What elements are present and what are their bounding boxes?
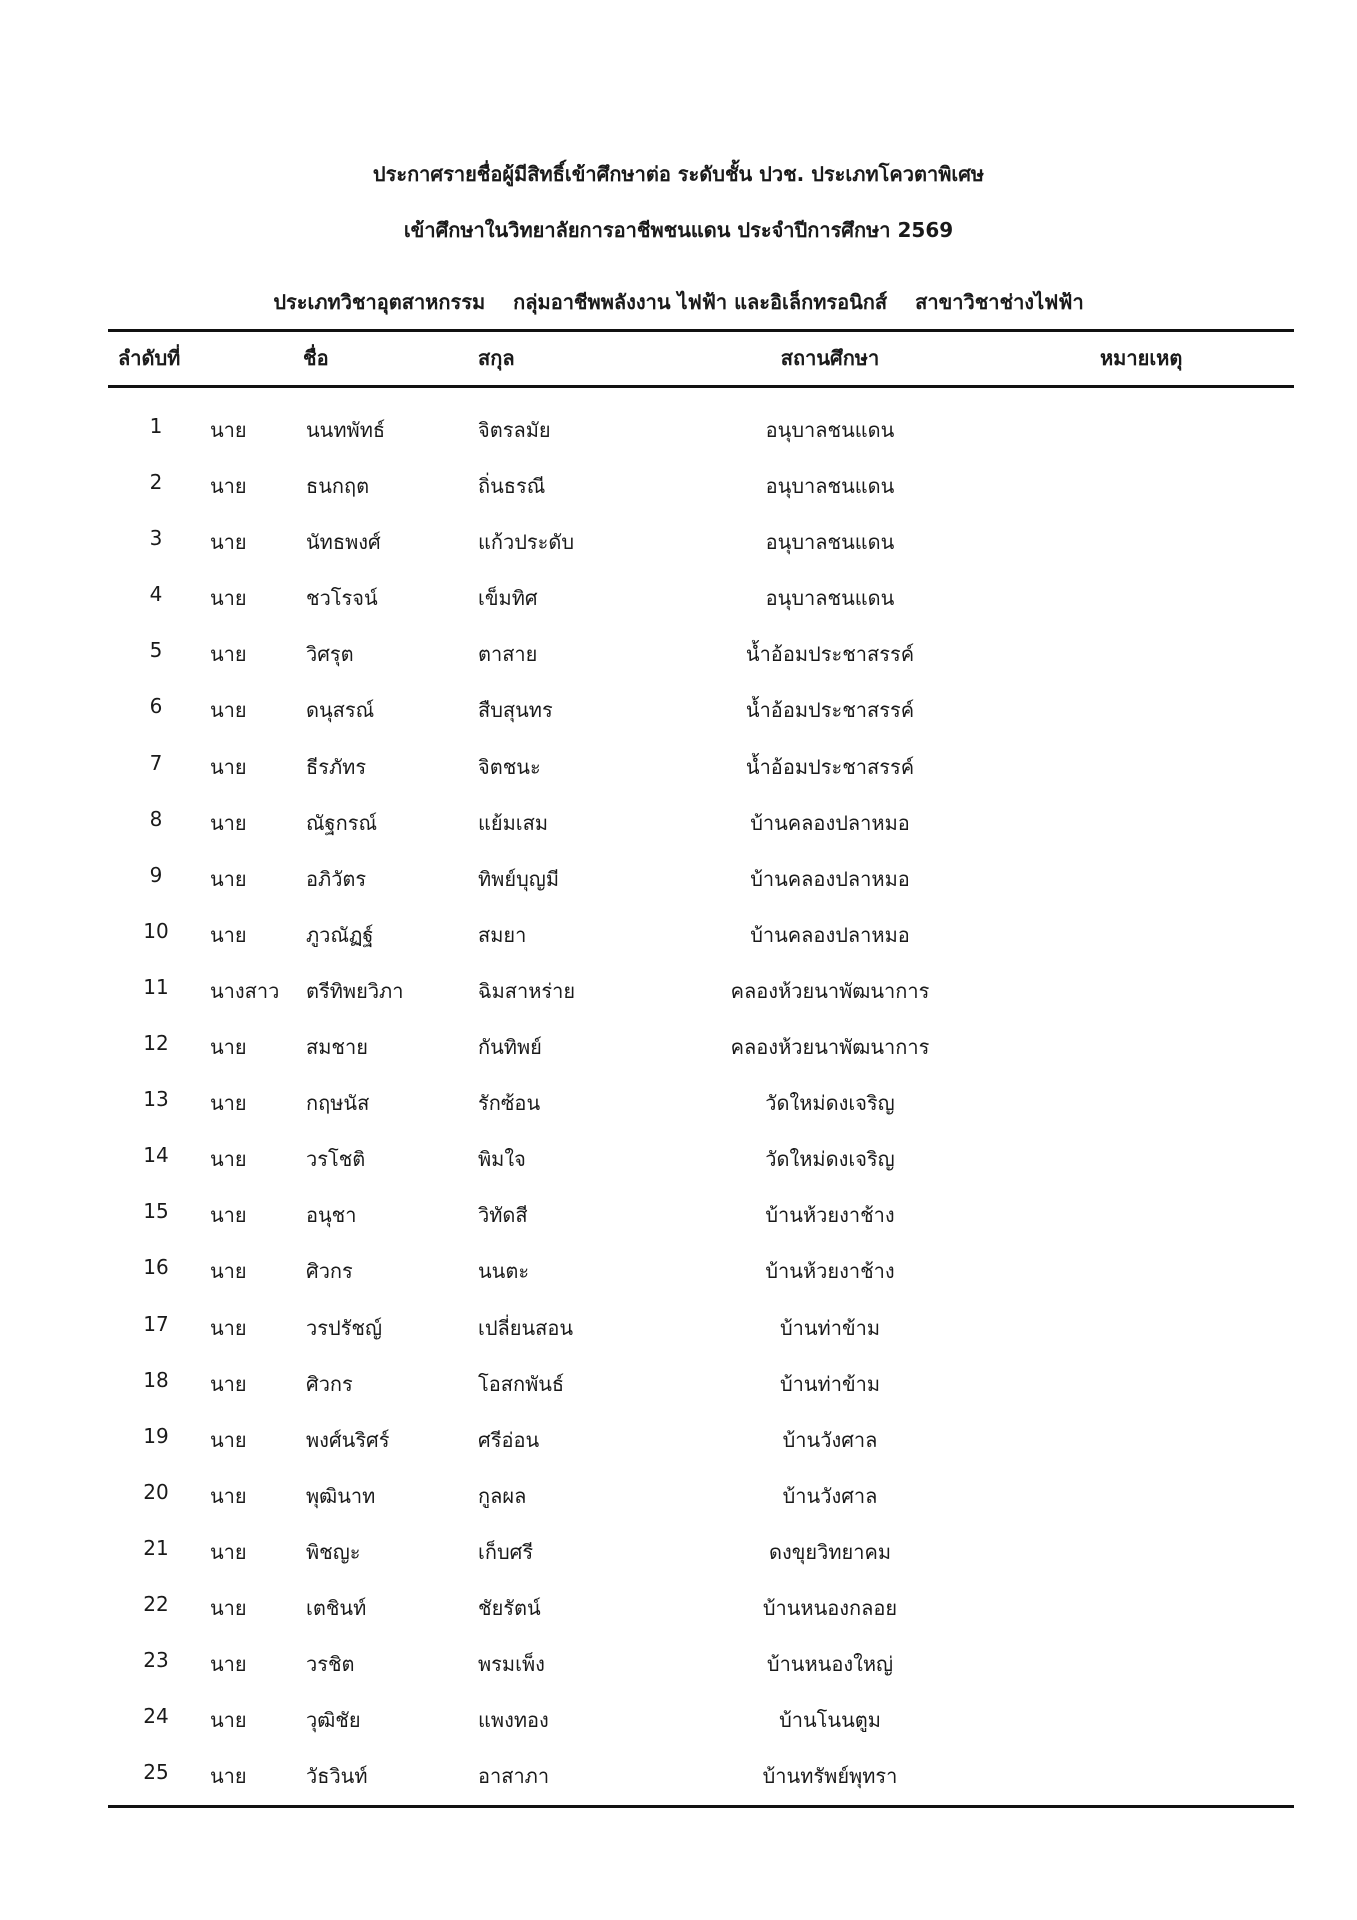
- last-name: ตาสาย: [478, 642, 538, 667]
- last-name: สมยา: [478, 922, 527, 947]
- last-name: ถิ่นธรณี: [478, 474, 546, 499]
- last-name: ฉิมสาหร่าย: [478, 978, 576, 1003]
- row-number: 15: [143, 1199, 169, 1224]
- first-name: สมชาย: [306, 1035, 368, 1060]
- row-number: 16: [143, 1255, 169, 1280]
- school-name: น้ำอ้อมประชาสรรค์: [745, 642, 915, 667]
- name-prefix: นาย: [210, 754, 247, 779]
- table-row: [0, 1143, 1357, 1199]
- school-name: บ้านวังศาล: [782, 1427, 878, 1452]
- last-name: กูลผล: [478, 1483, 527, 1508]
- first-name: นัทธพงศ์: [306, 530, 381, 555]
- row-number: 17: [143, 1311, 169, 1336]
- name-prefix: นาย: [210, 1147, 247, 1172]
- row-number: 4: [149, 582, 163, 607]
- first-name: ชวโรจน์: [306, 586, 378, 611]
- header-school: สถานศึกษา: [780, 346, 880, 370]
- table-row: [0, 526, 1357, 582]
- school-name: อนุบาลชนแดน: [765, 418, 895, 442]
- name-prefix: นาย: [210, 1539, 247, 1564]
- school-name: บ้านคลองปลาหมอ: [750, 922, 910, 947]
- first-name: ธนกฤต: [306, 474, 370, 499]
- last-name: ชัยรัตน์: [478, 1595, 541, 1620]
- last-name: แก้วประดับ: [478, 530, 575, 555]
- table-row: [0, 1704, 1357, 1760]
- group-label: กลุ่มอาชีพพลังงาน ไฟฟ้า และอิเล็กทรอนิกส์: [513, 290, 888, 314]
- table-row: [0, 1592, 1357, 1648]
- first-name: วรชิต: [306, 1652, 355, 1677]
- last-name: วิทัดสี: [478, 1203, 528, 1228]
- school-name: น้ำอ้อมประชาสรรค์: [745, 698, 915, 723]
- school-name: วัดใหม่ดงเจริญ: [765, 1147, 895, 1172]
- row-number: 10: [143, 918, 169, 943]
- first-name: พุฒินาท: [306, 1483, 376, 1508]
- school-name: บ้านคลองปลาหมอ: [750, 810, 910, 835]
- row-number: 6: [149, 694, 163, 719]
- header-order: ลำดับที่: [118, 346, 181, 370]
- school-name: อนุบาลชนแดน: [765, 474, 895, 499]
- last-name: จิตรลมัย: [478, 418, 551, 442]
- name-prefix: นาย: [210, 418, 247, 442]
- school-name: คลองห้วยนาพัฒนาการ: [730, 1035, 930, 1060]
- table-row: [0, 863, 1357, 919]
- name-prefix: นาย: [210, 1203, 247, 1228]
- school-name: บ้านคลองปลาหมอ: [750, 866, 910, 891]
- name-prefix: นาย: [210, 1315, 247, 1340]
- school-name: ดงขุยวิทยาคม: [768, 1539, 892, 1564]
- table-row: [0, 807, 1357, 863]
- last-name: แพงทอง: [478, 1708, 549, 1733]
- table-row: [0, 470, 1357, 526]
- school-name: บ้านหนองกลอย: [762, 1595, 898, 1620]
- first-name: ธีรภัทร: [306, 754, 367, 779]
- header-name: ชื่อ: [303, 346, 329, 370]
- school-name: บ้านวังศาล: [782, 1483, 878, 1508]
- school-name: บ้านหนองใหญ่: [766, 1652, 894, 1677]
- row-number: 14: [143, 1143, 169, 1168]
- last-name: อาสาภา: [478, 1764, 550, 1789]
- row-number: 23: [143, 1648, 169, 1673]
- category-label: ประเภทวิชาอุตสาหกรรม: [273, 290, 486, 314]
- name-prefix: นาย: [210, 1259, 247, 1284]
- name-prefix: นาย: [210, 530, 247, 555]
- row-number: 13: [143, 1087, 169, 1112]
- first-name: วรปรัชญ์: [306, 1315, 383, 1340]
- table-row: [0, 638, 1357, 694]
- school-name: คลองห้วยนาพัฒนาการ: [730, 978, 930, 1003]
- name-prefix: นาย: [210, 1091, 247, 1116]
- last-name: แย้มเสม: [478, 810, 549, 835]
- name-prefix: นาย: [210, 642, 247, 667]
- last-name: โอสกพันธ์: [478, 1371, 565, 1396]
- name-prefix: นาย: [210, 698, 247, 723]
- table-row: [0, 1087, 1357, 1143]
- name-prefix: นาย: [210, 1652, 247, 1677]
- first-name: พงศ์นริศร์: [306, 1427, 390, 1452]
- school-name: บ้านห้วยงาช้าง: [765, 1203, 895, 1228]
- table-row: [0, 1424, 1357, 1480]
- school-name: วัดใหม่ดงเจริญ: [765, 1091, 895, 1116]
- row-number: 19: [143, 1423, 169, 1448]
- school-name: อนุบาลชนแดน: [765, 530, 895, 555]
- name-prefix: นาย: [210, 1427, 247, 1452]
- name-prefix: นาย: [210, 1371, 247, 1396]
- school-name: บ้านห้วยงาช้าง: [765, 1259, 895, 1284]
- last-name: เข็มทิศ: [478, 586, 538, 611]
- first-name: ตรีทิพยวิภา: [306, 978, 404, 1003]
- last-name: จิตชนะ: [478, 754, 541, 779]
- table-body: [0, 414, 1357, 1816]
- last-name: สืบสุนทร: [478, 698, 553, 723]
- school-name: บ้านทรัพย์พุทรา: [762, 1764, 898, 1789]
- first-name: อนุชา: [306, 1203, 357, 1228]
- announcement-title: ประกาศรายชื่อผู้มีสิทธิ์เข้าศึกษาต่อ ระดับชั้น ปวช. ประเภทโควตาพิเศษ: [372, 162, 985, 186]
- first-name: นนทพัทธ์: [306, 418, 386, 442]
- header-remark: หมายเหตุ: [1100, 346, 1183, 370]
- first-name: ศิวกร: [306, 1371, 353, 1396]
- table-row: [0, 694, 1357, 750]
- table-row: [0, 975, 1357, 1031]
- first-name: เตชินท์: [306, 1595, 367, 1620]
- row-number: 22: [143, 1591, 169, 1616]
- table-row: [0, 1536, 1357, 1592]
- last-name: รักซ้อน: [478, 1091, 541, 1116]
- table-top-rule: [108, 329, 1294, 332]
- row-number: 20: [143, 1479, 169, 1504]
- row-number: 8: [149, 806, 163, 831]
- first-name: วุฒิชัย: [306, 1708, 361, 1733]
- name-prefix: นาย: [210, 586, 247, 611]
- first-name: พิชญะ: [306, 1539, 361, 1564]
- school-name: น้ำอ้อมประชาสรรค์: [745, 754, 915, 779]
- announcement-subtitle: เข้าศึกษาในวิทยาลัยการอาชีพชนแดน ประจำปีการศึกษา 2569: [403, 218, 954, 242]
- name-prefix: นางสาว: [210, 978, 280, 1003]
- table-row: [0, 1199, 1357, 1255]
- table-row: [0, 1255, 1357, 1311]
- table-row: [0, 414, 1357, 470]
- last-name: นนตะ: [478, 1259, 530, 1284]
- branch-label: สาขาวิชาช่างไฟฟ้า: [915, 290, 1084, 314]
- row-number: 25: [143, 1760, 169, 1785]
- name-prefix: นาย: [210, 1595, 247, 1620]
- name-prefix: นาย: [210, 866, 247, 891]
- row-number: 21: [143, 1535, 169, 1560]
- table-row: [0, 1031, 1357, 1087]
- name-prefix: นาย: [210, 1764, 247, 1789]
- row-number: 18: [143, 1367, 169, 1392]
- first-name: ดนุสรณ์: [306, 698, 375, 723]
- first-name: วัธวินท์: [306, 1764, 368, 1789]
- first-name: ณัฐกรณ์: [306, 810, 377, 835]
- name-prefix: นาย: [210, 1483, 247, 1508]
- name-prefix: นาย: [210, 922, 247, 947]
- row-number: 7: [149, 750, 163, 775]
- header-surname: สกุล: [478, 346, 515, 370]
- row-number: 5: [149, 638, 163, 663]
- first-name: วรโชติ: [306, 1147, 366, 1172]
- last-name: เปลี่ยนสอน: [478, 1315, 574, 1340]
- last-name: เก็บศรี: [478, 1539, 534, 1564]
- row-number: 24: [143, 1704, 169, 1729]
- school-name: บ้านโนนตูม: [779, 1708, 881, 1733]
- row-number: 11: [143, 974, 169, 999]
- name-prefix: นาย: [210, 1035, 247, 1060]
- last-name: กันทิพย์: [478, 1035, 542, 1060]
- table-row: [0, 1480, 1357, 1536]
- table-row: [0, 582, 1357, 638]
- table-row: [0, 751, 1357, 807]
- last-name: พิมใจ: [478, 1147, 526, 1172]
- first-name: กฤษนัส: [306, 1091, 370, 1116]
- first-name: ศิวกร: [306, 1259, 353, 1284]
- last-name: ศรีอ่อน: [478, 1427, 540, 1452]
- first-name: อภิวัตร: [306, 866, 367, 891]
- table-bottom-rule: [108, 1805, 1294, 1808]
- first-name: ภูวณัฏฐ์: [306, 922, 374, 947]
- name-prefix: นาย: [210, 1708, 247, 1733]
- row-number: 1: [149, 414, 163, 438]
- last-name: พรมเพ็ง: [478, 1652, 545, 1677]
- row-number: 2: [149, 470, 163, 495]
- table-row: [0, 919, 1357, 975]
- name-prefix: นาย: [210, 474, 247, 499]
- name-prefix: นาย: [210, 810, 247, 835]
- row-number: 3: [149, 526, 163, 551]
- row-number: 9: [149, 862, 163, 887]
- first-name: วิศรุต: [306, 642, 354, 667]
- school-name: อนุบาลชนแดน: [765, 586, 895, 611]
- program-info: [0, 286, 1357, 318]
- table-row: [0, 1312, 1357, 1368]
- table-row: [0, 1368, 1357, 1424]
- table-header-rule: [108, 385, 1294, 388]
- table-row: [0, 1648, 1357, 1704]
- school-name: บ้านท่าข้าม: [779, 1371, 881, 1396]
- school-name: บ้านท่าข้าม: [779, 1315, 881, 1340]
- row-number: 12: [143, 1031, 169, 1056]
- last-name: ทิพย์บุญมี: [478, 866, 560, 891]
